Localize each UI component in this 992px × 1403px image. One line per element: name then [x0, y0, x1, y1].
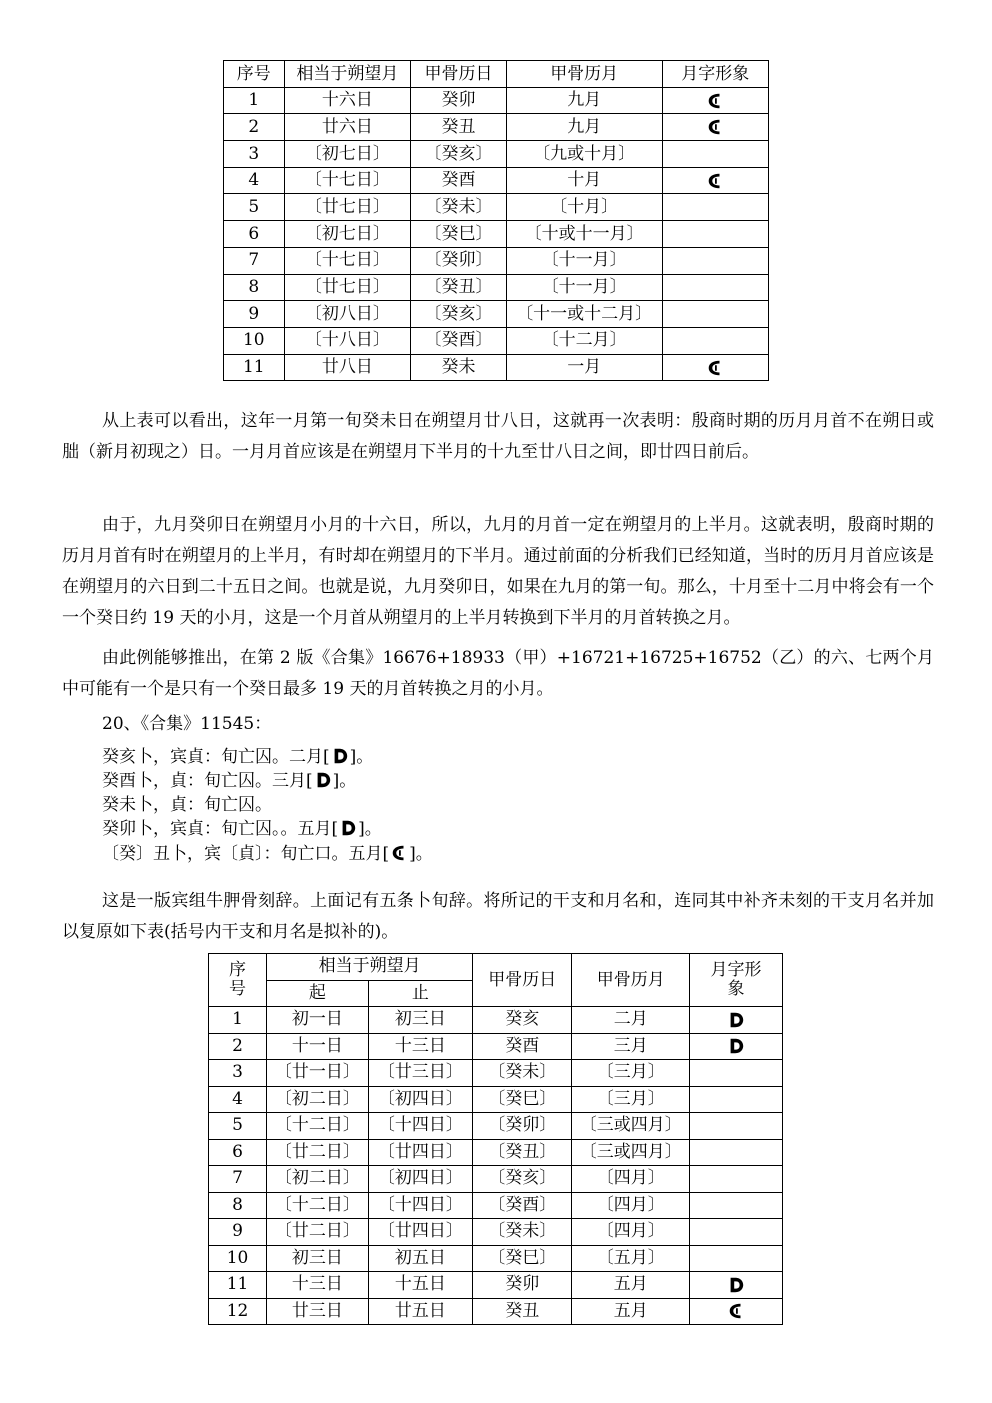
- cell-glyph: [662, 141, 768, 168]
- cell-no: 7: [224, 247, 285, 274]
- header-no-line2: 号: [229, 979, 247, 999]
- cell-lunar: 〔初七日〕: [284, 221, 411, 248]
- cell-lunar: 〔十七日〕: [284, 247, 411, 274]
- paragraph: 从上表可以看出，这年一月第一旬癸未日在朔望月廿八日，这就再一次表明：殷商时期的历月月首不在朔日或朏（新月初现之）日。一月月首应该是在朔望月下半月的十九至廿八日之间，即廿四日前后。: [62, 411, 934, 462]
- cell-start: 〔初二日〕: [267, 1086, 369, 1113]
- table-body: [224, 87, 769, 381]
- cell-glyph: [690, 1192, 783, 1219]
- table-body: [209, 1007, 783, 1325]
- header-cell-end: 止: [368, 980, 473, 1007]
- cell-end: 〔初四日〕: [368, 1166, 473, 1193]
- inscription-line: [102, 842, 433, 866]
- header-cell: 甲骨历月: [506, 61, 662, 88]
- moon-glyph-waxing-icon: [727, 1011, 745, 1029]
- inscription-text-end: ]。: [349, 747, 374, 767]
- moon-glyph-waning-icon: [706, 359, 724, 377]
- cell-month: 〔十一月〕: [506, 274, 662, 301]
- cell-month: 〔十一月〕: [506, 247, 662, 274]
- cell-month: 九月: [506, 87, 662, 114]
- moon-glyph-waning-icon: [727, 1302, 745, 1320]
- cell-glyph: [690, 1033, 783, 1060]
- moon-glyph-waning-icon: [706, 118, 724, 136]
- cell-day: 〔癸亥〕: [473, 1166, 572, 1193]
- cell-glyph: [690, 1272, 783, 1299]
- inscription-line: [102, 793, 272, 817]
- table-row: [224, 114, 769, 141]
- inscription-line: [102, 769, 356, 793]
- table-row: [209, 1060, 783, 1087]
- table-row: [209, 1192, 783, 1219]
- cell-start: 〔初二日〕: [267, 1166, 369, 1193]
- cell-glyph: [662, 274, 768, 301]
- cell-end: 〔廿四日〕: [368, 1139, 473, 1166]
- cell-no: 7: [209, 1166, 267, 1193]
- cell-day: 〔癸亥〕: [411, 301, 507, 328]
- cell-lunar: 〔初八日〕: [284, 301, 411, 328]
- lunar-table-1: [223, 60, 769, 381]
- table-row: [224, 301, 769, 328]
- inscription-text: 癸未卜，貞：旬亡囚。: [102, 795, 272, 815]
- cell-month: 〔三或四月〕: [572, 1139, 690, 1166]
- cell-month: 〔三月〕: [572, 1060, 690, 1087]
- cell-month: 〔三月〕: [572, 1086, 690, 1113]
- cell-no: 4: [209, 1086, 267, 1113]
- cell-glyph: [690, 1113, 783, 1140]
- cell-month: 三月: [572, 1033, 690, 1060]
- cell-month: 二月: [572, 1007, 690, 1034]
- cell-day: 癸卯: [411, 87, 507, 114]
- cell-lunar: 〔十八日〕: [284, 327, 411, 354]
- table-row: [224, 167, 769, 194]
- cell-day: 〔癸巳〕: [473, 1086, 572, 1113]
- cell-lunar: 廿六日: [284, 114, 411, 141]
- cell-start: 〔十二日〕: [267, 1192, 369, 1219]
- table-row: [224, 87, 769, 114]
- cell-glyph: [662, 247, 768, 274]
- cell-glyph: [690, 1086, 783, 1113]
- table-row: [209, 1139, 783, 1166]
- cell-month: 〔十一或十二月〕: [506, 301, 662, 328]
- cell-lunar: 廿八日: [284, 354, 411, 381]
- inscription-text: 癸亥卜，宾貞：旬亡囚。二月[: [102, 747, 330, 767]
- cell-day: 〔癸未〕: [473, 1060, 572, 1087]
- cell-lunar: 〔十七日〕: [284, 167, 411, 194]
- cell-end: 〔廿三日〕: [368, 1060, 473, 1087]
- cell-day: 〔癸巳〕: [473, 1245, 572, 1272]
- cell-start: 初一日: [267, 1007, 369, 1034]
- paragraph: 这是一版宾组牛胛骨刻辞。上面记有五条卜旬辞。将所记的干支和月名和，连同其中补齐未刻的干支月名并加以复原如下表(括号内干支和月名是拟补的)。: [62, 891, 934, 942]
- cell-lunar: 〔初七日〕: [284, 141, 411, 168]
- cell-start: 〔廿二日〕: [267, 1139, 369, 1166]
- cell-glyph: [662, 87, 768, 114]
- inscription-text-end: ]。: [332, 771, 357, 791]
- cell-month: 五月: [572, 1272, 690, 1299]
- paragraph: 由于，九月癸卯日在朔望月小月的十六日，所以，九月的月首一定在朔望月的上半月。这就表明，殷商时期的历月月首有时在朔望月的上半月，有时却在朔望月的下半月。通过前面的分析我们已经知道，当时的历月月首应该是在朔望月的六日到二十五日之间。也就是说，九月癸卯日，如果在九月的第一旬。那么，十月至十二月中将会有一个一个癸日约 19 天的小月，这是一个月首从朔望月的上半月转换到下半月的月首转换之月。: [62, 515, 934, 628]
- header-glyph-line1: 月字形: [710, 960, 762, 981]
- cell-start: 〔十二日〕: [267, 1113, 369, 1140]
- inscription-text: 癸卯卜，宾貞：旬亡囚。。五月[: [102, 819, 339, 839]
- cell-end: 〔十四日〕: [368, 1192, 473, 1219]
- moon-glyph-waning-icon: [706, 92, 724, 110]
- cell-start: 〔廿二日〕: [267, 1219, 369, 1246]
- cell-no: 3: [224, 141, 285, 168]
- cell-month: 〔五月〕: [572, 1245, 690, 1272]
- cell-month: 〔十二月〕: [506, 327, 662, 354]
- cell-day: 癸卯: [473, 1272, 572, 1299]
- moon-glyph-waning-icon: [390, 844, 408, 862]
- table-row: [209, 1113, 783, 1140]
- table-row: [209, 1033, 783, 1060]
- cell-month: 〔三或四月〕: [572, 1113, 690, 1140]
- cell-day: 癸未: [411, 354, 507, 381]
- paragraph: 20、《合集》11545：: [102, 714, 272, 734]
- inscription-text-end: ]。: [409, 844, 433, 864]
- cell-day: 癸酉: [473, 1033, 572, 1060]
- cell-month: 五月: [572, 1298, 690, 1325]
- cell-no: 11: [209, 1272, 267, 1299]
- moon-glyph-waxing-icon: [331, 747, 349, 765]
- cell-end: 十五日: [368, 1272, 473, 1299]
- inscription-text: 〔癸〕丑卜，宾〔貞〕：旬亡口。五月[: [102, 844, 390, 864]
- header-cell: 甲骨历日: [411, 61, 507, 88]
- cell-day: 〔癸丑〕: [473, 1139, 572, 1166]
- moon-glyph-waning-icon: [706, 172, 724, 190]
- cell-glyph: [690, 1007, 783, 1034]
- cell-no: 3: [209, 1060, 267, 1087]
- cell-no: 10: [224, 327, 285, 354]
- header-no-line1: 序: [229, 960, 247, 981]
- header-cell-month: 甲骨历月: [572, 954, 690, 1007]
- cell-start: 十三日: [267, 1272, 369, 1299]
- cell-day: 癸丑: [473, 1298, 572, 1325]
- cell-day: 〔癸巳〕: [411, 221, 507, 248]
- cell-month: 十月: [506, 167, 662, 194]
- cell-day: 〔癸未〕: [411, 194, 507, 221]
- cell-glyph: [690, 1298, 783, 1325]
- cell-day: 〔癸丑〕: [411, 274, 507, 301]
- table-row: [224, 141, 769, 168]
- cell-end: 〔十四日〕: [368, 1113, 473, 1140]
- cell-glyph: [662, 167, 768, 194]
- cell-no: 4: [224, 167, 285, 194]
- header-cell-start: 起: [267, 980, 369, 1007]
- cell-no: 9: [209, 1219, 267, 1246]
- cell-day: 〔癸卯〕: [473, 1113, 572, 1140]
- table-header-row: [224, 61, 769, 88]
- table-row: [209, 1007, 783, 1034]
- cell-start: 初三日: [267, 1245, 369, 1272]
- cell-glyph: [662, 114, 768, 141]
- header-glyph-line2: 象: [727, 979, 745, 999]
- cell-month: 〔十月〕: [506, 194, 662, 221]
- cell-day: 〔癸未〕: [473, 1219, 572, 1246]
- table-row: [209, 1272, 783, 1299]
- header-cell-glyph: [690, 954, 783, 1007]
- cell-no: 2: [224, 114, 285, 141]
- cell-no: 12: [209, 1298, 267, 1325]
- cell-no: 8: [224, 274, 285, 301]
- lunar-table-2: [208, 953, 783, 1325]
- cell-lunar: 〔廿七日〕: [284, 194, 411, 221]
- cell-month: 一月: [506, 354, 662, 381]
- inscription-line: [102, 745, 373, 769]
- table-row: [209, 1298, 783, 1325]
- cell-no: 6: [224, 221, 285, 248]
- cell-month: 九月: [506, 114, 662, 141]
- cell-glyph: [662, 327, 768, 354]
- table-row: [209, 1086, 783, 1113]
- cell-glyph: [690, 1245, 783, 1272]
- cell-no: 5: [224, 194, 285, 221]
- cell-no: 10: [209, 1245, 267, 1272]
- cell-start: 〔廿一日〕: [267, 1060, 369, 1087]
- cell-month: 〔四月〕: [572, 1166, 690, 1193]
- table-row: [224, 221, 769, 248]
- cell-lunar: 十六日: [284, 87, 411, 114]
- cell-end: 初五日: [368, 1245, 473, 1272]
- cell-glyph: [690, 1060, 783, 1087]
- header-cell: 序号: [224, 61, 285, 88]
- header-cell-day: 甲骨历日: [473, 954, 572, 1007]
- cell-end: 十三日: [368, 1033, 473, 1060]
- cell-month: 〔四月〕: [572, 1219, 690, 1246]
- table-row: [224, 354, 769, 381]
- cell-day: 〔癸亥〕: [411, 141, 507, 168]
- cell-day: 〔癸酉〕: [473, 1192, 572, 1219]
- cell-glyph: [690, 1219, 783, 1246]
- cell-lunar: 〔廿七日〕: [284, 274, 411, 301]
- cell-glyph: [690, 1166, 783, 1193]
- cell-no: 5: [209, 1113, 267, 1140]
- moon-glyph-waxing-icon: [727, 1276, 745, 1294]
- cell-glyph: [690, 1139, 783, 1166]
- cell-end: 〔初四日〕: [368, 1086, 473, 1113]
- header-cell: 相当于朔望月: [284, 61, 411, 88]
- moon-glyph-waxing-icon: [314, 771, 332, 789]
- table-row: [224, 274, 769, 301]
- table-row: [209, 1166, 783, 1193]
- table-row: [224, 247, 769, 274]
- cell-no: 6: [209, 1139, 267, 1166]
- cell-no: 11: [224, 354, 285, 381]
- inscription-line: [102, 817, 382, 841]
- cell-day: 癸亥: [473, 1007, 572, 1034]
- cell-no: 1: [224, 87, 285, 114]
- table-header-row: [209, 954, 783, 981]
- table-row: [224, 194, 769, 221]
- cell-day: 癸酉: [411, 167, 507, 194]
- inscription-text-end: ]。: [358, 819, 382, 839]
- cell-no: 9: [224, 301, 285, 328]
- cell-start: 十一日: [267, 1033, 369, 1060]
- moon-glyph-waxing-icon: [727, 1037, 745, 1055]
- table-row: [209, 1245, 783, 1272]
- table-row: [224, 327, 769, 354]
- cell-end: 初三日: [368, 1007, 473, 1034]
- cell-end: 廿五日: [368, 1298, 473, 1325]
- header-cell-no: [209, 954, 267, 1007]
- cell-month: 〔四月〕: [572, 1192, 690, 1219]
- header-cell-lunar: 相当于朔望月: [267, 954, 473, 981]
- cell-day: 〔癸卯〕: [411, 247, 507, 274]
- table-row: [209, 1219, 783, 1246]
- cell-glyph: [662, 194, 768, 221]
- cell-month: 〔九或十月〕: [506, 141, 662, 168]
- cell-day: 癸丑: [411, 114, 507, 141]
- header-cell: 月字形象: [662, 61, 768, 88]
- inscription-text: 癸酉卜，貞：旬亡囚。三月[: [102, 771, 313, 791]
- cell-end: 〔廿四日〕: [368, 1219, 473, 1246]
- cell-no: 8: [209, 1192, 267, 1219]
- cell-start: 廿三日: [267, 1298, 369, 1325]
- cell-no: 1: [209, 1007, 267, 1034]
- cell-glyph: [662, 354, 768, 381]
- cell-month: 〔十或十一月〕: [506, 221, 662, 248]
- cell-no: 2: [209, 1033, 267, 1060]
- cell-day: 〔癸酉〕: [411, 327, 507, 354]
- cell-glyph: [662, 301, 768, 328]
- paragraph: 由此例能够推出，在第 2 版《合集》16676+18933（甲）+16721+16725+16752（乙）的六、七两个月中可能有一个是只有一个癸日最多 19 天的月首转换之月的小月。: [62, 648, 934, 699]
- cell-glyph: [662, 221, 768, 248]
- moon-glyph-waxing-icon: [339, 819, 357, 837]
